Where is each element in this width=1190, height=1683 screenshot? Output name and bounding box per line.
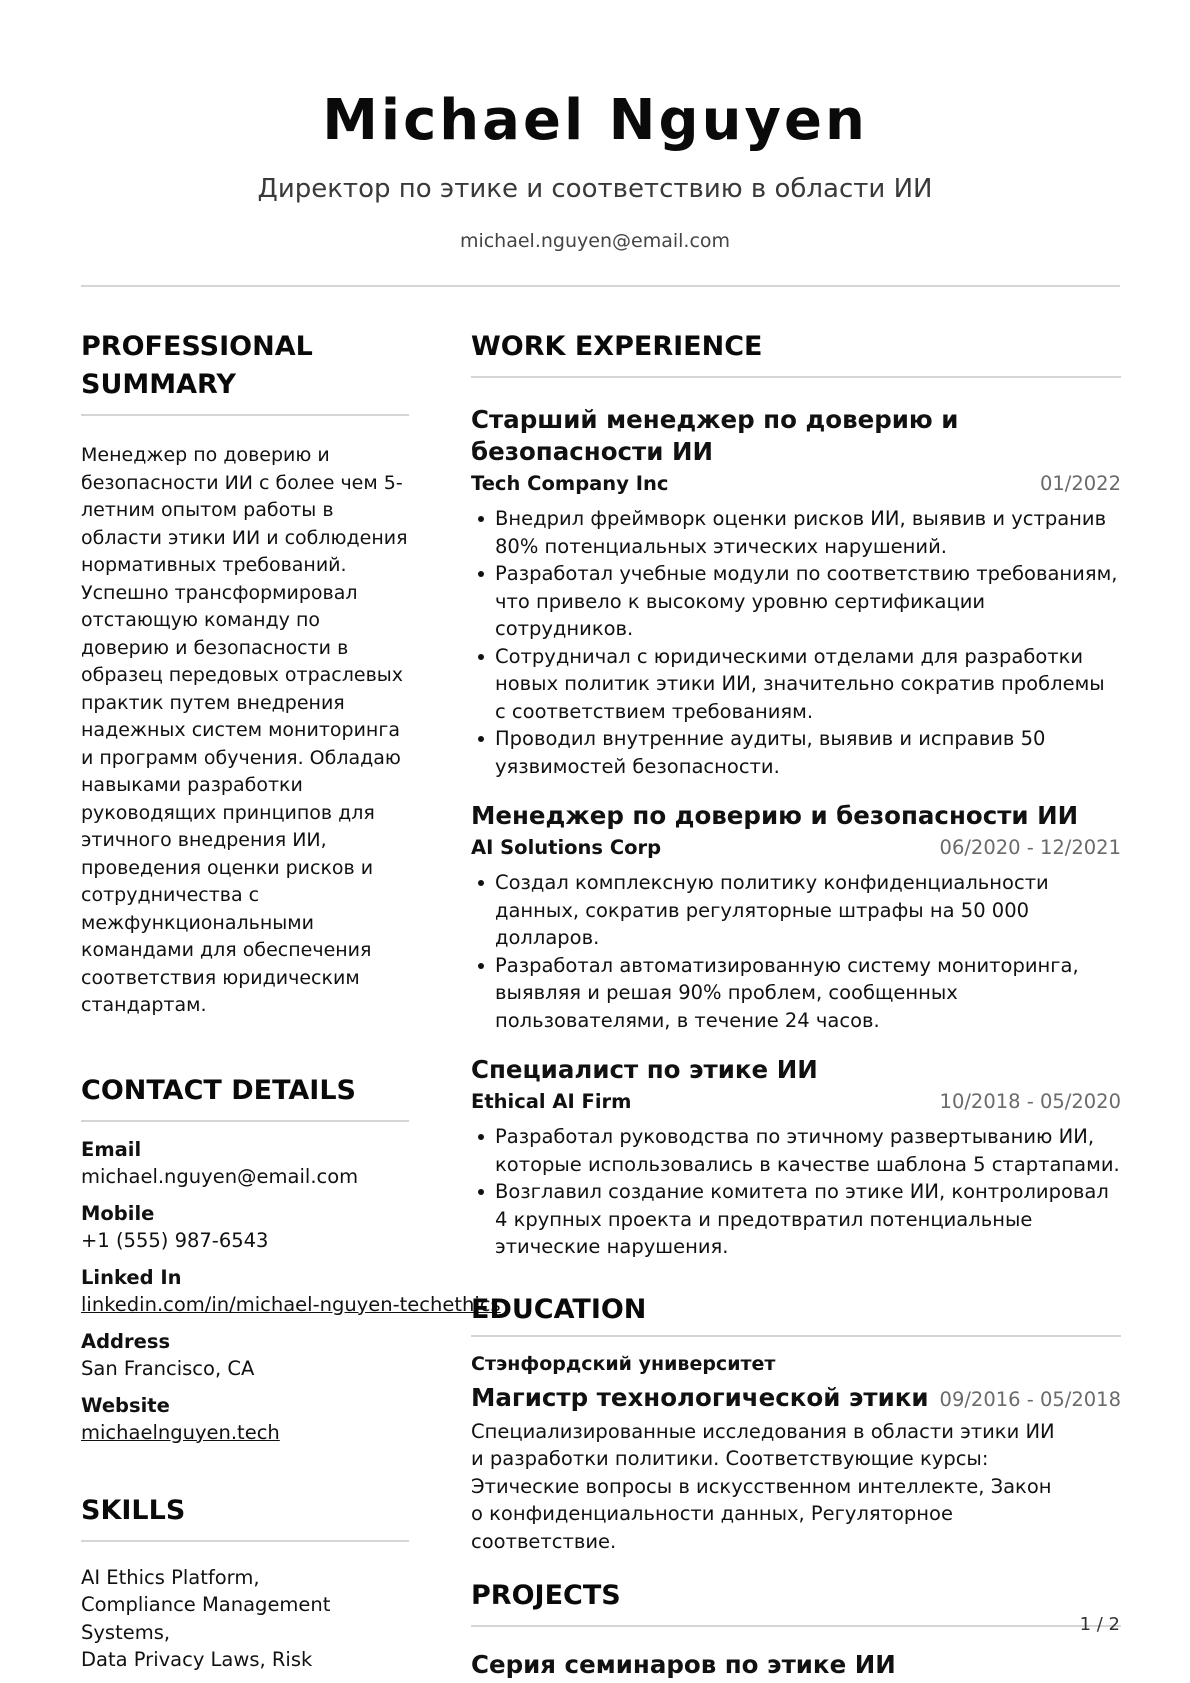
- job-bullet: Разработал автоматизированную систему мониторинга, выявляя и решая 90% проблем, сообщенных пользователями, в течение 24 часов.: [471, 952, 1121, 1035]
- job-entry: [471, 1054, 1121, 1261]
- job-bullet: Внедрил фреймворк оценки рисков ИИ, выявив и устранив 80% потенциальных этических нарушений.: [471, 505, 1121, 560]
- skills-list: [81, 1564, 409, 1674]
- email-label: Email: [81, 1137, 142, 1161]
- header-email[interactable]: michael.nguyen@email.com: [459, 230, 731, 252]
- skills-line: Compliance Management Systems,: [81, 1593, 331, 1644]
- candidate-title: Директор по этике и соответствию в области ИИ: [257, 174, 933, 204]
- job-bullet: Возглавил создание комитета по этике ИИ, контролировал 4 крупных проекта и предотвратил потенциальные этические нарушения.: [471, 1178, 1121, 1261]
- header-divider: [81, 285, 1120, 287]
- education-description: Специализированные исследования в области этики ИИ и разработки политики. Соответствующие курсы: Этические вопросы в искусственном интеллекте, Закон о конфиденциальности данных, Регуляторное соответствие.: [471, 1419, 1055, 1553]
- job-title: Менеджер по доверию и безопасности ИИ: [471, 801, 1079, 830]
- job-bullet: Создал комплексную политику конфиденциальности данных, сократив регуляторные штрафы на 50 000 долларов.: [471, 869, 1121, 952]
- job-dates: 10/2018 - 05/2020: [939, 1090, 1121, 1113]
- education-school: Стэнфордский университет: [471, 1352, 776, 1375]
- job-bullets: [471, 869, 1121, 1034]
- education-section: [471, 1291, 1121, 1556]
- job-meta: [471, 834, 1121, 861]
- page-number: 1 / 2: [1079, 1614, 1120, 1635]
- job-meta: [471, 470, 1121, 497]
- job-bullet: Сотрудничал с юридическими отделами для разработки новых политик этики ИИ, значительно сократив проблемы с соответствием требованиям.: [471, 643, 1121, 726]
- job-meta: [471, 1088, 1121, 1115]
- candidate-name: Michael Nguyen: [322, 88, 868, 153]
- projects-section: [471, 1577, 1121, 1681]
- website-link[interactable]: michaelnguyen.tech: [81, 1420, 280, 1444]
- skills-line: Data Privacy Laws, Risk: [81, 1648, 313, 1671]
- job-bullet: Разработал учебные модули по соответствию требованиям, что привело к высокому уровню сертификации сотрудников.: [471, 560, 1121, 643]
- contact-list: [81, 1136, 501, 1446]
- projects-divider: [471, 1625, 1121, 1627]
- education-degree: Магистр технологической этики: [471, 1382, 929, 1412]
- education-dates: 09/2016 - 05/2018: [939, 1387, 1121, 1411]
- linkedin-link[interactable]: linkedin.com/in/michael-nguyen-techethics: [81, 1292, 501, 1316]
- job-bullets: [471, 505, 1121, 780]
- skills-divider: [81, 1540, 409, 1542]
- work-heading: WORK EXPERIENCE: [471, 331, 763, 362]
- email-value[interactable]: michael.nguyen@email.com: [81, 1164, 359, 1188]
- mobile-value: +1 (555) 987-6543: [81, 1228, 269, 1252]
- education-divider: [471, 1335, 1121, 1337]
- work-divider: [471, 376, 1121, 378]
- address-value: San Francisco, CA: [81, 1356, 255, 1380]
- summary-section: [81, 328, 409, 1020]
- summary-heading: [81, 328, 409, 404]
- job-company: AI Solutions Corp: [471, 836, 662, 859]
- projects-heading: PROJECTS: [471, 1580, 621, 1611]
- job-bullet: Разработал руководства по этичному развертыванию ИИ, которые использовались в качестве шаблона 5 стартапами.: [471, 1123, 1121, 1178]
- skills-line: AI Ethics Platform,: [81, 1565, 260, 1589]
- job-entry: [471, 800, 1121, 1034]
- job-company: Tech Company Inc: [471, 472, 669, 495]
- mobile-label: Mobile: [81, 1201, 155, 1225]
- linkedin-label: Linked In: [81, 1265, 182, 1289]
- left-column: [81, 328, 501, 1674]
- job-dates: 01/2022: [1039, 472, 1121, 495]
- contact-heading: CONTACT DETAILS: [81, 1074, 356, 1106]
- job-entry: [471, 404, 1121, 780]
- website-label: Website: [81, 1393, 170, 1417]
- education-heading: EDUCATION: [471, 1293, 647, 1325]
- summary-text: Менеджер по доверию и безопасности ИИ с более чем 5-летним опытом работы в области этики ИИ и соблюдения нормативных требований. Успешно трансформировал отстающую команду по доверию и безопасности в образец передовых отраслевых практик путем внедрения надежных систем мониторинга и программ обучения. Обладаю навыками разработки руководящих принципов для этичного внедрения ИИ, проведения оценки рисков и сотрудничества с межфункциональными командами для обеспечения соответствия юридическим стандартам.: [81, 444, 408, 1016]
- job-bullets: [471, 1123, 1121, 1261]
- skills-section: [81, 1492, 409, 1674]
- address-label: Address: [81, 1329, 171, 1353]
- job-dates: 06/2020 - 12/2021: [939, 836, 1121, 859]
- summary-heading-line2: SUMMARY: [81, 369, 236, 400]
- right-column: [471, 328, 1121, 1681]
- job-title: Специалист по этике ИИ: [471, 1055, 818, 1084]
- education-meta: [471, 1382, 1121, 1414]
- skills-heading: SKILLS: [81, 1494, 186, 1526]
- job-bullet: Проводил внутренние аудиты, выявив и исправив 50 уязвимостей безопасности.: [471, 725, 1121, 780]
- project-title: Серия семинаров по этике ИИ: [471, 1650, 896, 1679]
- contact-divider: [81, 1120, 409, 1122]
- summary-divider: [81, 414, 409, 416]
- work-section: [471, 328, 1121, 1261]
- summary-heading-line1: PROFESSIONAL: [81, 331, 313, 362]
- job-title: Старший менеджер по доверию и безопасности ИИ: [471, 405, 959, 466]
- job-company: Ethical AI Firm: [471, 1090, 632, 1113]
- contact-section: [81, 1072, 501, 1446]
